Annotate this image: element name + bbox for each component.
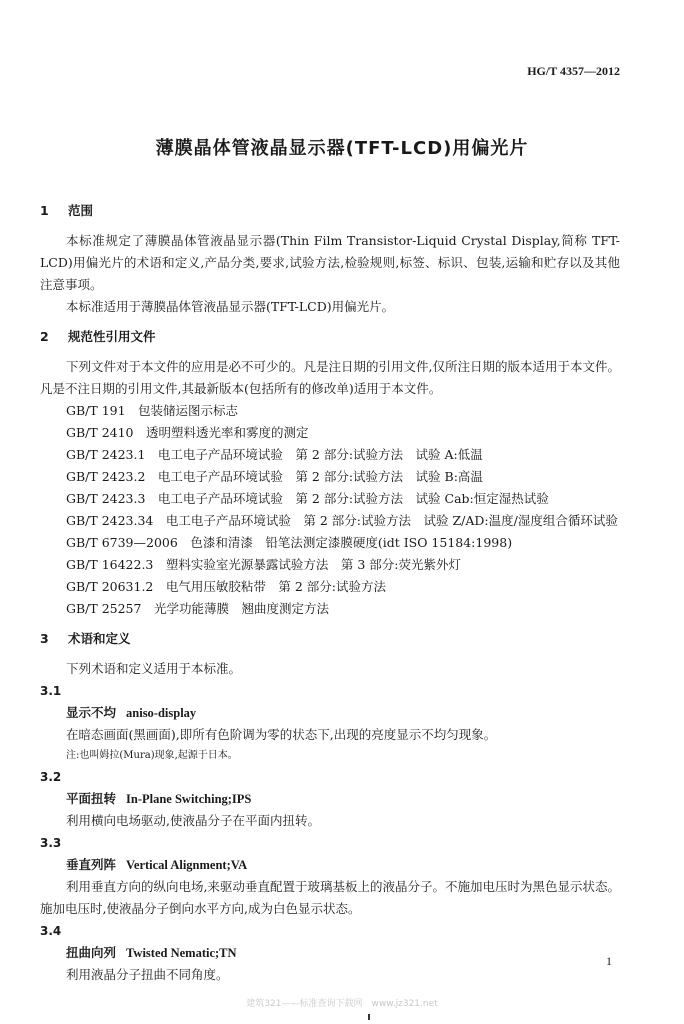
term-entry [40,788,620,810]
term-en: aniso-display [126,706,197,720]
reference-item: GB/T 20631.2 电气用压敏胶粘带 第 2 部分:试验方法 [66,579,386,594]
reference-item: GB/T 191 包装储运图示标志 [66,403,239,418]
section-2-heading [40,326,620,348]
section-title: 术语和定义 [68,631,131,646]
watermark-text: 建筑321——标准查询下载网 www.jz321.net [246,999,438,1009]
reference-item: GB/T 25257 光学功能薄膜 翘曲度测定方法 [66,601,329,616]
term-en: In-Plane Switching;IPS [126,792,252,806]
section-number: 1 [40,203,49,218]
section-number: 3 [40,631,49,646]
references-intro: 下列文件对于本文件的应用是必不可少的。凡是注日期的引用文件,仅所注日期的版本适用于本文件。凡是不注日期的引用文件,其最新版本(包括所有的修改单)适用于本文件。 [40,359,620,396]
document-code: HG/T 4357—2012 [527,64,620,78]
section-3-heading [40,628,620,650]
reference-item: GB/T 16422.3 塑料实验室光源暴露试验方法 第 3 部分:荧光紫外灯 [66,557,461,572]
term-note: 注:也叫姆拉(Mura)现象,起源于日本。 [66,750,238,761]
reference-item: GB/T 2423.1 电工电子产品环境试验 第 2 部分:试验方法 试验 A:低温 [66,447,483,462]
reference-item: GB/T 2423.3 电工电子产品环境试验 第 2 部分:试验方法 试验 Cab:恒定湿热试验 [66,491,549,506]
term-zh: 显示不均 [66,705,117,720]
applicability-paragraph: 本标准适用于薄膜晶体管液晶显示器(TFT-LCD)用偏光片。 [66,299,395,314]
reference-item: GB/T 2423.34 电工电子产品环境试验 第 2 部分:试验方法 试验 Z/AD:温度/湿度组合循环试验 [66,513,618,528]
term-definition: 利用垂直方向的纵向电场,来驱动垂直配置于玻璃基板上的液晶分子。不施加电压时为黑色显示状态。施加电压时,使液晶分子倒向水平方向,成为白色显示状态。 [40,879,620,916]
section-title: 规范性引用文件 [68,329,156,344]
page-number: 1 [606,954,612,968]
document-body [40,194,620,986]
term-definition: 在暗态画面(黑画面),即所有色阶调为零的状态下,出现的亮度显示不均匀现象。 [66,727,497,742]
term-entry [40,854,620,876]
page-title: 薄膜晶体管液晶显示器(TFT-LCD)用偏光片 [155,138,529,159]
clause-number: 3.2 [40,770,62,784]
terms-intro: 下列术语和定义适用于本标准。 [66,661,242,676]
reference-item: GB/T 2410 透明塑料透光率和雾度的测定 [66,425,309,440]
term-entry [40,702,620,724]
clause-number: 3.1 [40,684,62,698]
section-number: 2 [40,329,49,344]
scope-paragraph: 本标准规定了薄膜晶体管液晶显示器(Thin Film Transistor-Liquid Crystal Display,简称 TFT-LCD)用偏光片的术语和定义,产品分类,要求,试验方法,检验规则,标签、标识、包装,运输和贮存以及其他注意事项。 [40,233,620,292]
term-zh: 垂直列阵 [66,857,117,872]
clause-number: 3.3 [40,836,62,850]
term-definition: 利用横向电场驱动,使液晶分子在平面内扭转。 [66,813,320,828]
reference-item: GB/T 2423.2 电工电子产品环境试验 第 2 部分:试验方法 试验 B:高温 [66,469,483,484]
term-en: Vertical Alignment;VA [126,858,248,872]
term-en: Twisted Nematic;TN [126,946,237,960]
reference-item: GB/T 6739—2006 色漆和清漆 铅笔法测定漆膜硬度(idt ISO 15184:1998) [66,535,513,550]
section-1-heading [40,200,620,222]
clause-number: 3.4 [40,924,62,938]
scan-mark [368,1014,370,1020]
term-entry [40,942,620,964]
term-zh: 平面扭转 [66,791,117,806]
section-title: 范围 [68,203,94,218]
term-zh: 扭曲向列 [66,945,117,960]
term-definition: 利用液晶分子扭曲不同角度。 [66,967,229,982]
